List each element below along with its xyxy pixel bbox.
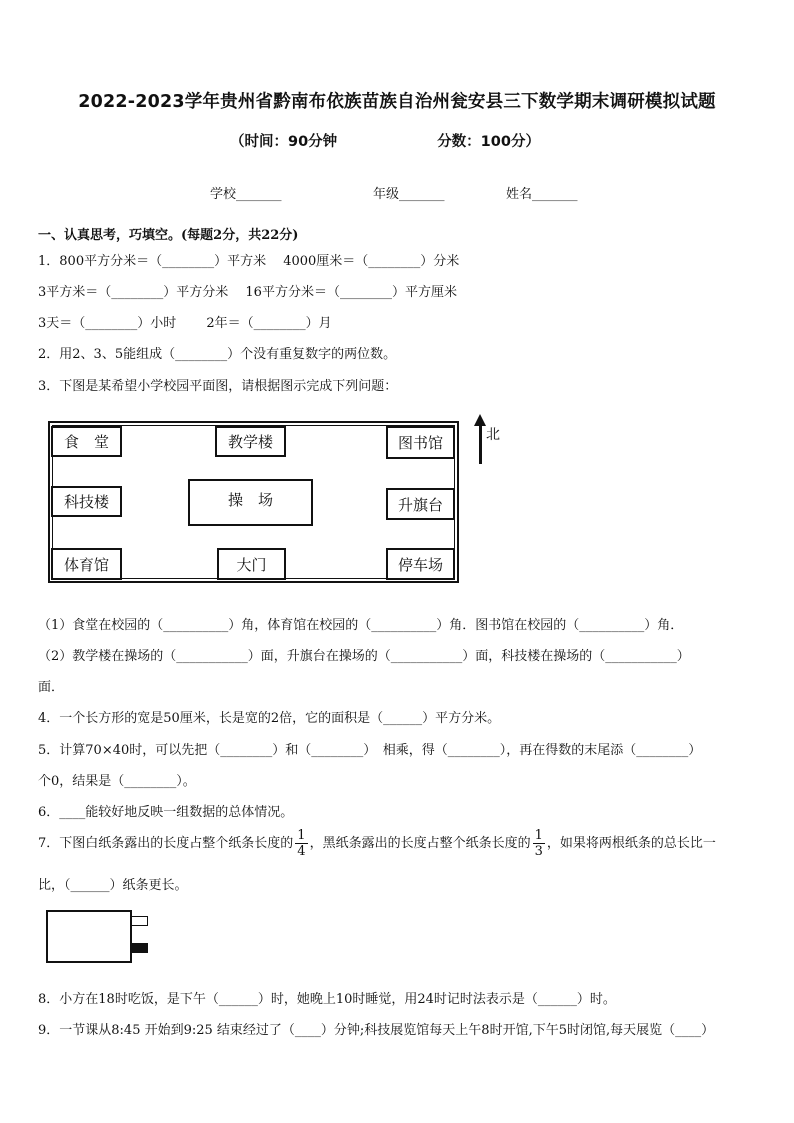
question-7-part-b: ，黑纸条露出的长度占整个纸条长度的	[309, 836, 531, 851]
question-8: 8．小方在18时吃饭，是下午（______）时，她晚上10时睡觉，用24时记时法表示是（______）时。	[38, 992, 616, 1007]
grade-field: 年级_______	[373, 187, 445, 202]
question-3-2-cont: 面．	[38, 680, 65, 695]
map-science-building: 科技楼	[51, 486, 122, 517]
map-flag-platform: 升旗台	[386, 488, 455, 520]
question-1a: 1．800平方分米＝（________）平方米 4000厘米＝（________）分米	[38, 254, 460, 269]
question-1b: 3平方米＝（________）平方分米 16平方分米＝（________）平方厘米	[38, 285, 457, 300]
question-7-part-c: ，如果将两根纸条的总长比一	[546, 836, 716, 851]
map-gate: 大门	[217, 548, 286, 580]
black-strip	[130, 943, 148, 953]
question-9: 9．一节课从8:45 开始到9:25 结束经过了（____）分钟;科技展览馆每天上午8时开馆,下午5时闭馆,每天展览（____）	[38, 1023, 715, 1038]
question-5-cont: 个0，结果是（________）。	[38, 774, 196, 789]
north-label: 北	[486, 427, 500, 443]
fraction-denominator: 4	[297, 844, 306, 859]
map-gym: 体育馆	[51, 548, 122, 580]
question-7	[38, 826, 716, 862]
question-3-2: （2）教学楼在操场的（___________）面，升旗台在操场的（___________）面，科技楼在操场的（___________）	[38, 649, 690, 664]
map-canteen: 食 堂	[51, 426, 122, 457]
question-7-cont: 比，（______）纸条更长。	[38, 878, 188, 893]
question-4: 4．一个长方形的宽是50厘米，长是宽的2倍，它的面积是（______）平方分米。	[38, 711, 501, 726]
fraction-one-third	[533, 828, 545, 859]
question-2: 2．用2、3、5能组成（________）个没有重复数字的两位数。	[38, 347, 397, 362]
north-arrow-shaft	[479, 420, 482, 464]
question-3-1: （1）食堂在校园的（__________）角，体育馆在校园的（__________）角．图书馆在校园的（__________）角．	[38, 618, 684, 633]
section-heading: 一、认真思考，巧填空。(每题2分，共22分)	[38, 228, 299, 243]
fraction-denominator: 3	[534, 844, 543, 859]
question-1c: 3天＝（________）小时 2年＝（________）月	[38, 316, 332, 331]
fraction-numerator: 1	[534, 828, 543, 843]
exam-time: （时间：90分钟	[230, 134, 338, 150]
name-field: 姓名_______	[506, 187, 578, 202]
fraction-numerator: 1	[297, 828, 306, 843]
question-3: 3．下图是某希望小学校园平面图，请根据图示完成下列问题：	[38, 379, 398, 394]
map-teaching-building: 教学楼	[215, 426, 286, 457]
map-library: 图书馆	[386, 426, 455, 459]
exam-meta	[230, 130, 540, 151]
question-6: 6．____能较好地反映一组数据的总体情况。	[38, 805, 294, 820]
exam-score: 分数：100分）	[437, 134, 540, 150]
map-parking: 停车场	[386, 548, 455, 580]
question-5: 5．计算70×40时，可以先把（________）和（________） 相乘，得（________），再在得数的末尾添（________）	[38, 743, 702, 758]
school-field: 学校_______	[210, 187, 282, 202]
page-title: 2022-2023学年贵州省黔南布依族苗族自治州瓮安县三下数学期末调研模拟试题	[78, 92, 716, 112]
map-playground: 操 场	[188, 479, 313, 526]
white-strip	[130, 916, 148, 926]
fraction-one-quarter	[295, 828, 307, 859]
card-cover	[46, 910, 132, 963]
question-7-part-a: 7．下图白纸条露出的长度占整个纸条长度的	[38, 836, 294, 851]
